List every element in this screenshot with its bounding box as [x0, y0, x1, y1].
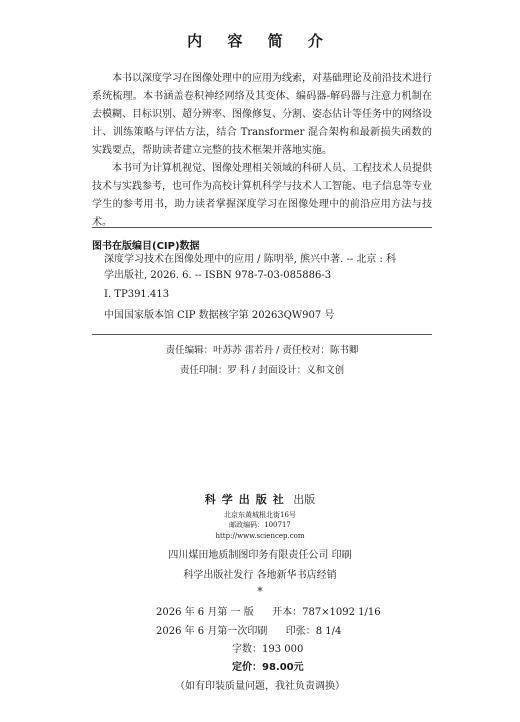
cip-number: 中国国家版本馆 CIP 数据核字第 20263QW907 号 — [104, 310, 335, 321]
format-info: 开本：787×1092 1/16 — [272, 607, 381, 618]
intro-paragraph-2 — [92, 160, 432, 232]
price-label: 定价： — [232, 662, 262, 673]
edition-info: 2026 年 6 月第 一 版 — [156, 607, 254, 618]
printer-line: 四川煤田地质制图印务有限责任公司 印刷 — [168, 550, 352, 561]
cip-entry-line-1: 深度学习技术在图像处理中的应用 / 陈明举, 熊兴中著. -- 北京 : 科 — [104, 254, 397, 265]
printing-info: 2026 年 6 月第一次印刷 — [156, 626, 268, 637]
cip-heading: 图书在版编目(CIP)数据 — [92, 241, 200, 252]
publisher-address: 北京东黄城根北街16号 — [224, 511, 296, 519]
sheets-info: 印张：8 1/4 — [285, 626, 342, 637]
cip-entry — [92, 252, 432, 284]
quality-note: （如有印装质量问题，我社负责调换） — [175, 681, 345, 692]
publisher-logo: 科学出版社 — [204, 493, 290, 506]
cip-entry-line-2: 学出版社, 2026. 6. -- ISBN 978-7-03-085886-3 — [104, 270, 332, 281]
publisher-logo-row — [0, 491, 520, 507]
intro-text-1: 本书以深度学习在图像处理中的应用为线索，对基础理论及前沿技术进行系统梳理。本书涵盖卷积神经网络及其变体、编码器-解码器与注意力机制在去模糊、目标识别、超分辨率、图像修复、分割、姿态估计等任务中的网络设计、训练策略与评估方法，结合 Transformer 混合架构和最新损失函数的实践要点，帮助读者建立完整的技术框架并落地实施。 — [92, 73, 432, 156]
divider-top — [92, 227, 432, 228]
publisher-zip: 邮政编码：100717 — [229, 521, 291, 529]
printing-row — [156, 622, 341, 637]
price-value: 98.00元 — [262, 662, 304, 673]
price-row — [232, 658, 304, 673]
word-count: 字数：193 000 — [232, 644, 304, 655]
editors-line-1: 责任编辑：叶苏苏 雷若丹 / 责任校对：陈书卿 — [165, 345, 359, 356]
intro-text-2: 本书可为计算机视觉、图像处理相关领域的科研人员、工程技术人员提供技术与实践参考，也可作为高校计算机科学与技术人工智能、电子信息等专业学生的参考用书，助力读者掌握深度学习在图像处理中的前沿应用方法与技术。 — [92, 163, 432, 228]
editors-line-2: 责任印制：罗 科 / 封面设计：义和文创 — [179, 365, 345, 376]
edition-row — [156, 603, 381, 618]
star-separator: * — [257, 585, 263, 598]
page-title: 内 容 简 介 — [187, 32, 333, 50]
distribution-line: 科学出版社发行 各地新华书店经销 — [183, 570, 337, 581]
intro-paragraph-1 — [92, 70, 432, 160]
divider-bottom — [92, 334, 432, 335]
publisher-website: http://www.sciencep.com — [215, 532, 305, 540]
cip-classification: Ⅰ. TP391.413 — [104, 289, 170, 300]
publisher-suffix: 出版 — [293, 493, 316, 506]
